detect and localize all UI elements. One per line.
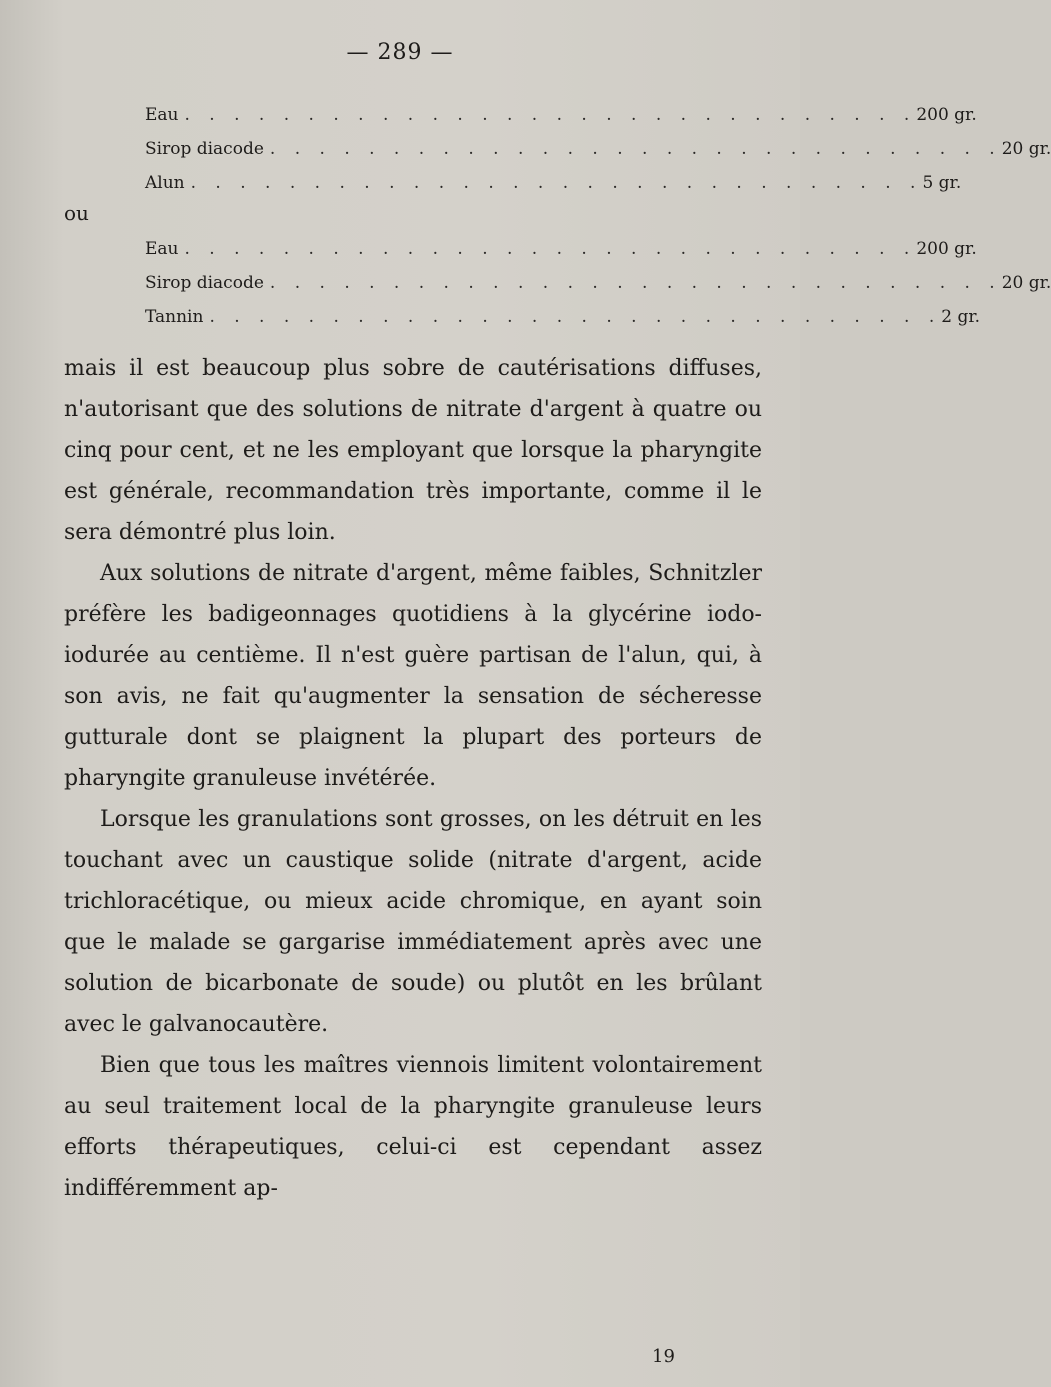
ingredient-quantity: 20 gr. <box>1001 273 1051 293</box>
ingredient-quantity: 200 gr. <box>916 239 977 259</box>
ingredient-quantity: 200 gr. <box>916 105 977 125</box>
leader-dots: . . . . . . . . . . . . . . . . . . . . . . . . . . . . . . <box>269 273 1002 293</box>
paragraph: Lorsque les granulations sont grosses, on les détruit en les touchant avec un caustique solide (nitrate d'argent, acide trichloracétique, ou mieux acide chromique, en ayant soin que le malade se gargarise immédiatement après avec une solution de bicarbonate de soude) ou plutôt en les brûlant avec le galvanocautère. <box>64 807 762 1037</box>
formula-row <box>145 166 962 200</box>
paragraph: mais il est beaucoup plus sobre de cautérisations diffuses, n'autorisant que des solutions de nitrate d'argent à quatre ou cinq pour cent, et ne les employant que lorsque la pharyngite est générale, recommandation très importante, comme il le sera démontré plus loin. <box>64 356 762 545</box>
ingredient-name: Sirop diacode <box>145 139 264 159</box>
leader-dots: . . . . . . . . . . . . . . . . . . . . . . . . . . . . . . <box>184 105 917 125</box>
leader-dots: . . . . . . . . . . . . . . . . . . . . . . . . . . . . . . <box>184 239 917 259</box>
ingredient-quantity: 2 gr. <box>941 307 981 327</box>
page-number: — 289 — <box>346 40 454 65</box>
ingredient-quantity: 20 gr. <box>1001 139 1051 159</box>
signature-mark: 19 <box>652 1346 675 1367</box>
ingredient-name: Tannin <box>145 307 204 327</box>
formula-row <box>145 132 1051 166</box>
formula-separator: ou <box>64 201 89 225</box>
formula-alun <box>145 98 1051 200</box>
formula-row <box>145 300 981 334</box>
formula-row <box>145 98 977 132</box>
formula-tannin <box>145 232 1051 334</box>
ingredient-name: Sirop diacode <box>145 273 264 293</box>
body-text <box>64 348 762 1209</box>
ingredient-name: Eau <box>145 239 179 259</box>
leader-dots: . . . . . . . . . . . . . . . . . . . . . . . . . . . . . . <box>269 139 1002 159</box>
leader-dots: . . . . . . . . . . . . . . . . . . . . . . . . . . . . . . <box>190 173 923 193</box>
paragraph: Bien que tous les maîtres viennois limitent volontairement au seul traitement local de la pharyngite granuleuse leurs efforts thérapeutiques, celui-ci est cependant assez indifféremment ap- <box>64 1053 762 1201</box>
leader-dots: . . . . . . . . . . . . . . . . . . . . . . . . . . . . . . <box>209 307 942 327</box>
ingredient-quantity: 5 gr. <box>922 173 962 193</box>
ingredient-name: Alun <box>145 173 185 193</box>
paragraph: Aux solutions de nitrate d'argent, même faibles, Schnitzler préfère les badigeonnages quotidiens à la glycérine iodo-iodurée au centième. Il n'est guère partisan de l'alun, qui, à son avis, ne fait qu'augmenter la sensation de sécheresse gutturale dont se plaignent la plupart des porteurs de pharyngite granuleuse invétérée. <box>64 561 762 791</box>
formula-row <box>145 266 1051 300</box>
formula-row <box>145 232 977 266</box>
ingredient-name: Eau <box>145 105 179 125</box>
